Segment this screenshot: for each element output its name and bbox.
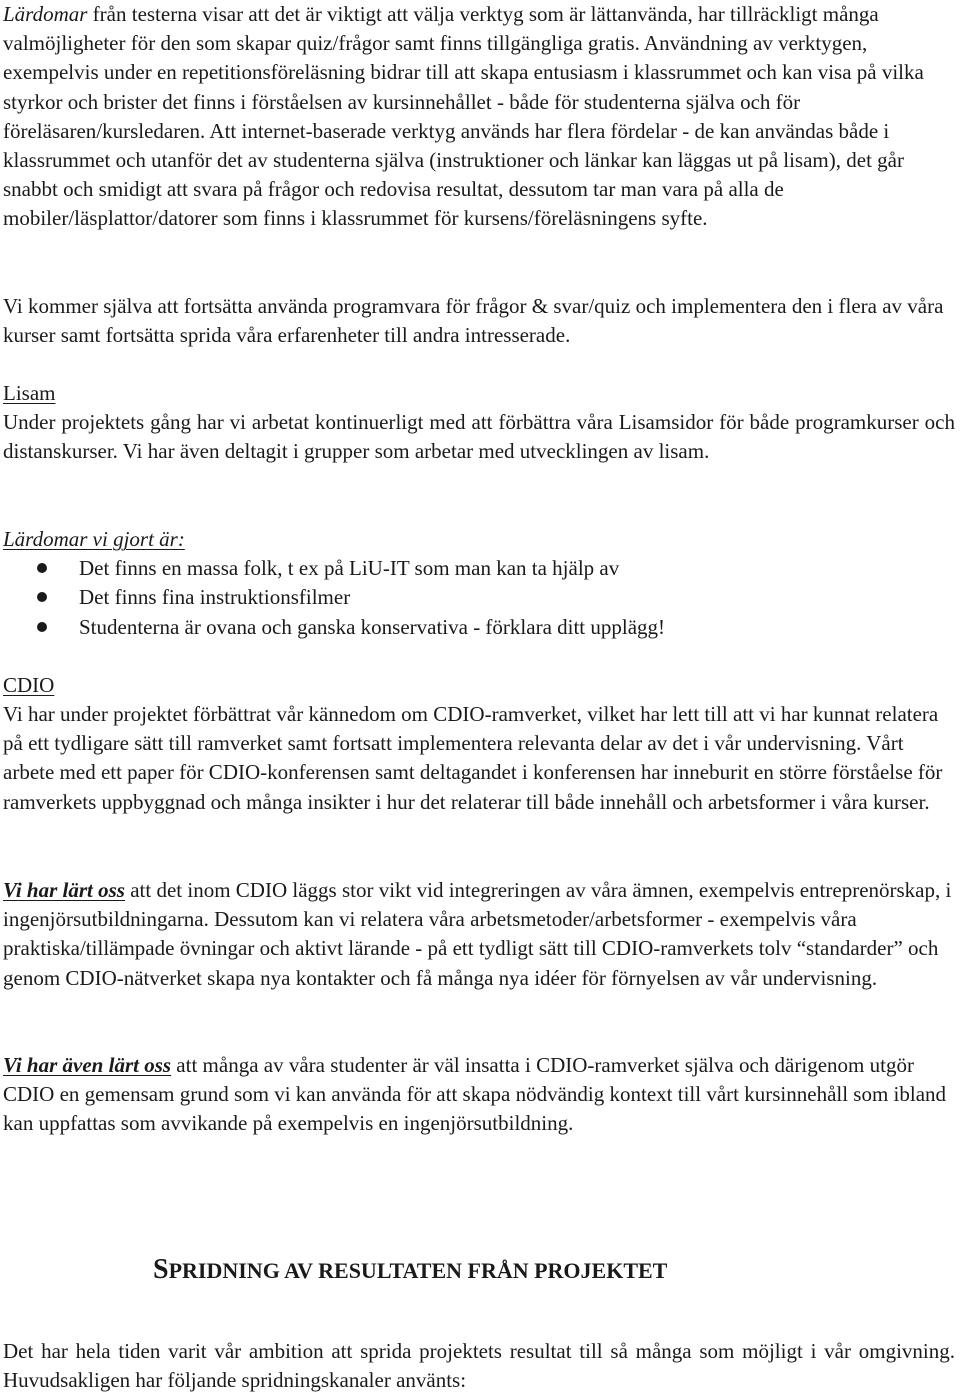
bullet-icon <box>37 622 47 632</box>
lardomar-lead: Lärdomar <box>3 2 88 26</box>
lessons-heading: Lärdomar vi gjort är: <box>3 527 185 551</box>
list-item: Studenterna är ovana och ganska konservativa - förklara ditt upplägg! <box>3 613 955 642</box>
lisam-body: Under projektets gång har vi arbetat kontinuerligt med att förbättra våra Lisamsidor för både programkurser och distanskurser. Vi har även deltagit i grupper som arbetar med utvecklingen av lisam. <box>3 410 955 464</box>
lessons-list <box>3 554 955 642</box>
learned-paragraph: Vi har lärt oss att det inom CDIO läggs stor vikt vid integreringen av våra ämnen, exempelvis entreprenörskap, i ingenjörsutbildningarna. Dessutom kan vi relatera våra arbetsmetoder/arbetsformer - exempelvis våra praktiska/tillämpade övningar och aktivt lärande - på ett tydligt sätt till CDIO-ramverkets tolv “standarder” och genom CDIO-nätverket skapa nya kontakter och få många nya idéer för förnyelsen av vår undervisning. <box>3 878 952 990</box>
list-item: Det finns en massa folk, t ex på LiU-IT som man kan ta hjälp av <box>3 554 955 583</box>
cdio-heading: CDIO <box>3 673 55 697</box>
bullet-icon <box>37 563 47 573</box>
tools-paragraph-text: från testerna visar att det är viktigt att välja verktyg som är lättanvända, har tillräckligt många valmöjligheter för den som skapar quiz/frågor samt finns tillgängliga gratis. Användning av verktygen, exempelvis under en repetitionsföreläsning bidrar till att skapa entusiasm i klassrummet och kan visa på vilka styrkor och brister det finns i förståelsen av kursinnehållet - både för studenterna själva och för föreläsaren/kursledaren. Att internet-baserade verktyg används har flera fördelar - de kan användas både i klassrummet och utanför det av studenterna själva (instruktioner och länkar kan läggas ut på lisam), det går snabbt och smidigt att svara på frågor och redovisa resultat, dessutom tar man vara på alla de mobiler/läsplattor/datorer som finns i klassrummet för kursens/föreläsningens syfte. <box>3 2 924 231</box>
spread-body: Det har hela tiden varit vår ambition att sprida projektets resultat till så många som möjligt i vår omgivning. Huvudsakligen har följande spridningskanaler använts: <box>3 1339 955 1393</box>
also-learned-lead: Vi har även lärt oss <box>3 1053 172 1077</box>
tools-paragraph <box>3 0 955 234</box>
lisam-heading: Lisam <box>3 381 56 405</box>
also-learned-paragraph: Vi har även lärt oss att många av våra studenter är väl insatta i CDIO-ramverket själva och därigenom utgör CDIO en gemensam grund som vi kan använda för att skapa nödvändig kontext till vårt kursinnehåll som ibland kan uppfattas som avvikande på exempelvis en ingenjörsutbildning. <box>3 1053 947 1136</box>
list-item: Det finns fina instruktionsfilmer <box>3 583 955 612</box>
spread-heading: SPRIDNING AV RESULTATEN FRÅN PROJEKTET <box>153 1254 668 1285</box>
cdio-body: Vi har under projektet förbättrat vår kännedom om CDIO-ramverket, vilket har lett till att vi har kunnat relatera på ett tydligare sätt till ramverket samt fortsatt implementera relevanta delar av det i vår undervisning. Vårt arbete med ett paper för CDIO-konferensen samt deltagandet i konferensen har inneburit en större förståelse för ramverkets uppbyggnad och många insikter i hur det relaterar till både innehåll och arbetsformer i våra kurser. <box>3 702 943 814</box>
continue-paragraph: Vi kommer själva att fortsätta använda programvara för frågor & svar/quiz och implementera den i flera av våra kurser samt fortsätta sprida våra erfarenheter till andra intresserade. <box>3 294 944 348</box>
bullet-icon <box>37 592 47 602</box>
learned-lead: Vi har lärt oss <box>3 878 125 902</box>
